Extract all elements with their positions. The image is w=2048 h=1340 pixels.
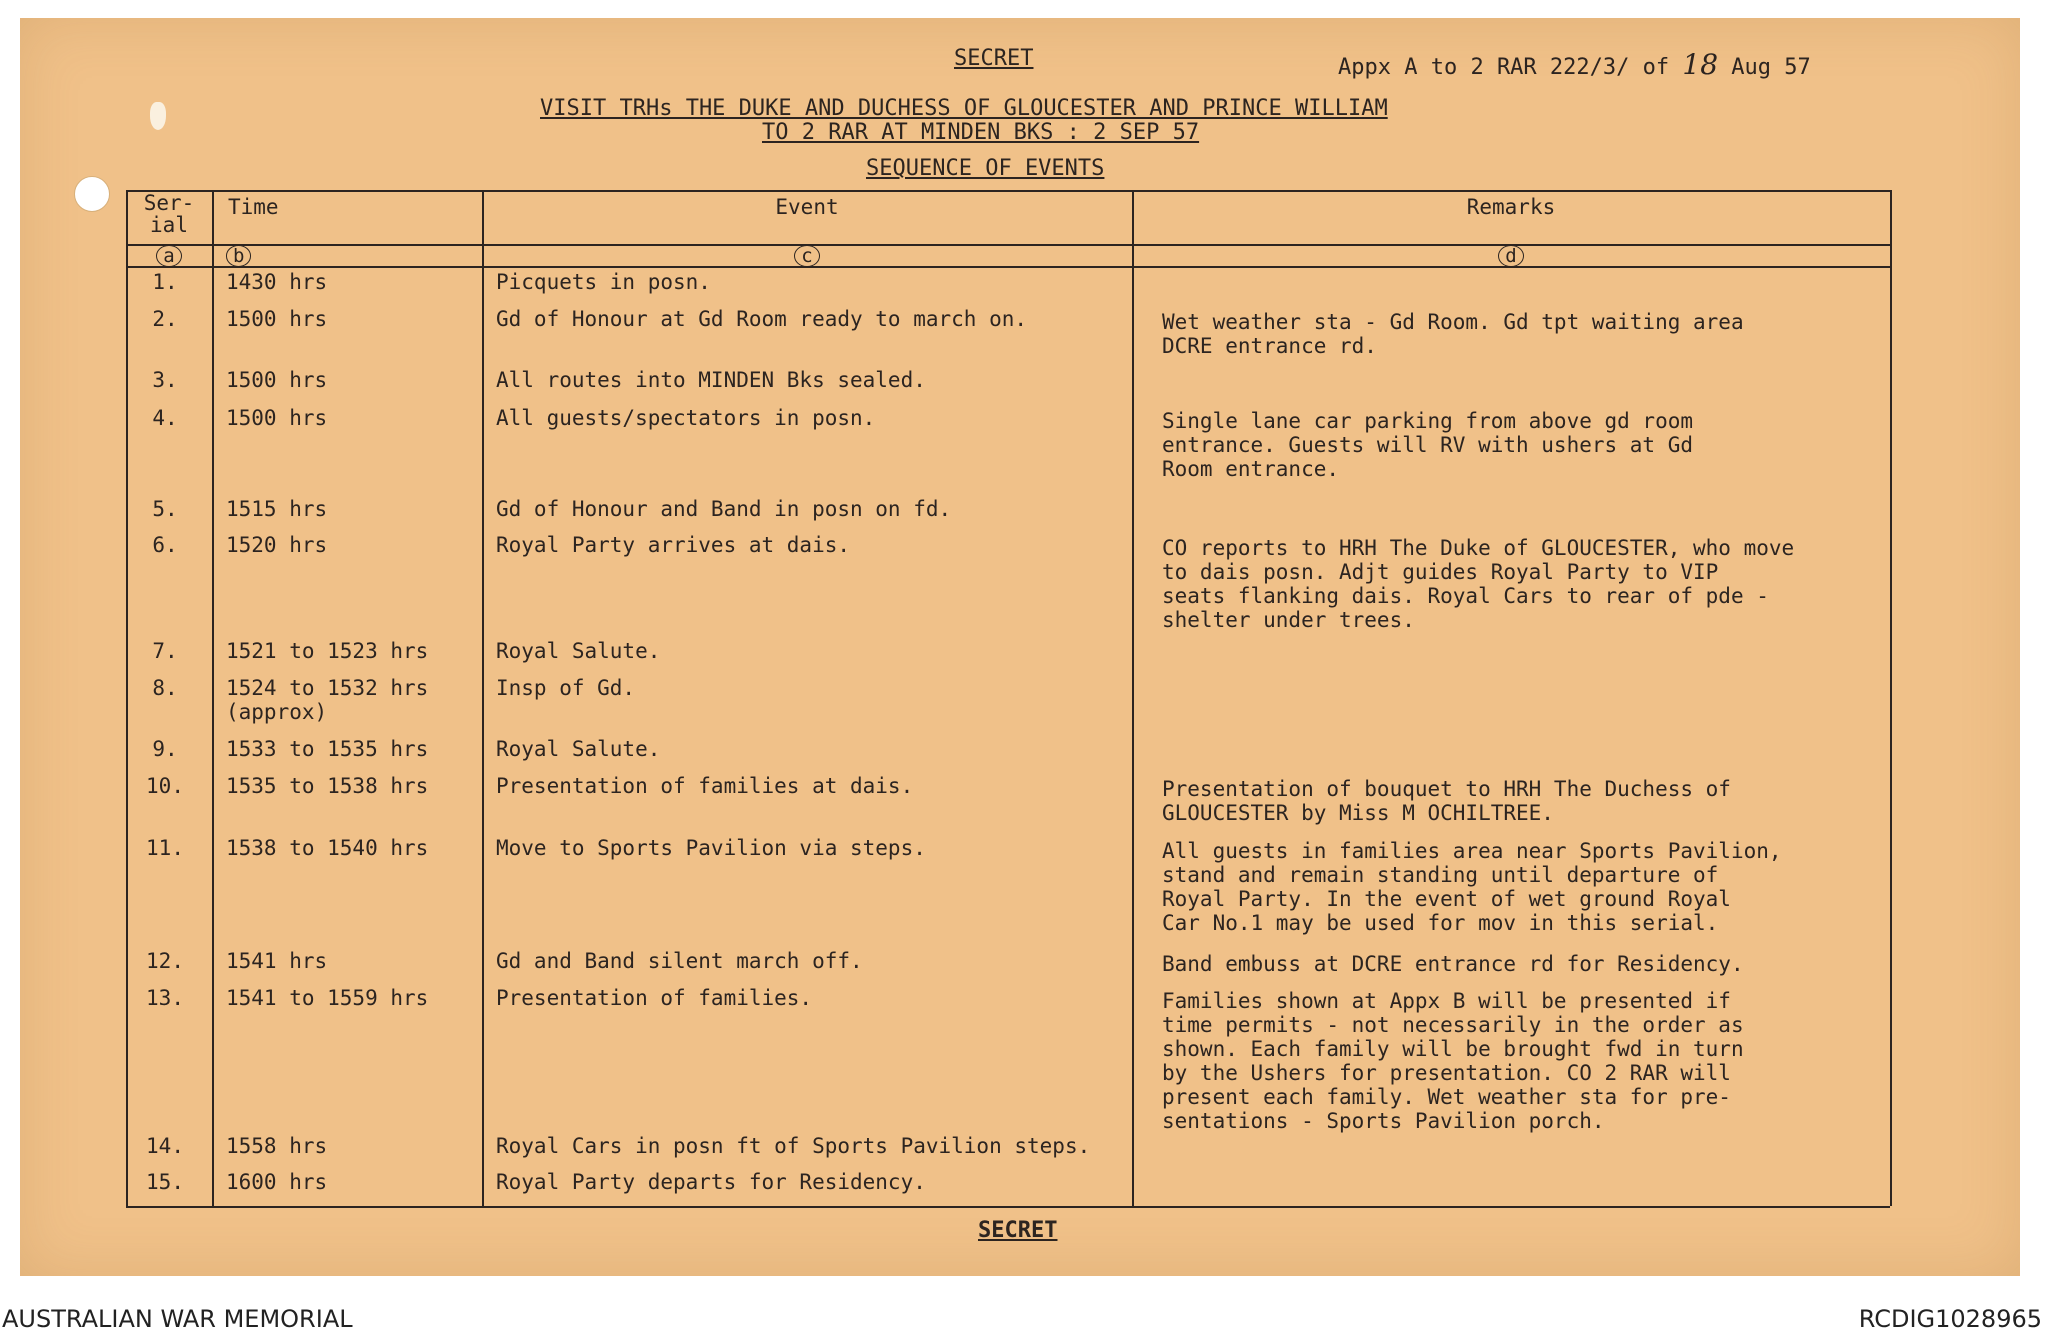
row-9-event: Royal Salute. xyxy=(496,737,661,761)
row-9-serial: 9. xyxy=(152,737,178,761)
row-3-event: All routes into MINDEN Bks sealed. xyxy=(496,368,926,392)
column-code-label: d xyxy=(1498,245,1523,267)
paper-tear xyxy=(150,102,166,130)
row-4-event: All guests/spectators in posn. xyxy=(496,406,876,430)
column-code-serial xyxy=(126,244,212,267)
row-5-event: Gd of Honour and Band in posn on fd. xyxy=(496,497,952,521)
row-9-time: 1533 to 1535 hrs xyxy=(226,737,429,761)
reference-date: Aug 57 xyxy=(1731,55,1811,80)
row-6-time: 1520 hrs xyxy=(226,533,328,557)
row-13-remarks: Families shown at Appx B will be presented if time permits - not necessarily in the order as shown. Each family will be brought fwd in turn by the Ushers for presentation. CO 2 RAR will present each family. Wet weather sta for pre- sentations - Sports Pavilion porch. xyxy=(1162,989,1744,1133)
title-line-1: VISIT TRHs THE DUKE AND DUCHESS OF GLOUCESTER AND PRINCE WILLIAM xyxy=(540,96,1388,121)
column-code-label: a xyxy=(156,245,181,267)
row-5-serial: 5. xyxy=(152,497,178,521)
row-4-serial: 4. xyxy=(152,406,178,430)
row-11-event: Move to Sports Pavilion via steps. xyxy=(496,836,926,860)
row-13-event: Presentation of families. xyxy=(496,986,813,1010)
reference-prefix: Appx A to 2 RAR 222/3/ of xyxy=(1338,55,1670,80)
column-header-time xyxy=(212,196,482,218)
row-7-time: 1521 to 1523 hrs xyxy=(226,639,429,663)
row-12-time: 1541 hrs xyxy=(226,949,328,973)
row-12-remarks: Band embuss at DCRE entrance rd for Residency. xyxy=(1162,952,1744,976)
row-3-time: 1500 hrs xyxy=(226,368,328,392)
column-header-label: Time xyxy=(228,195,279,219)
punch-hole xyxy=(74,176,110,212)
row-6-serial: 6. xyxy=(152,533,178,557)
title-line-2: TO 2 RAR AT MINDEN BKS : 2 SEP 57 xyxy=(762,120,1200,145)
row-10-time: 1535 to 1538 hrs xyxy=(226,774,429,798)
row-14-serial: 14. xyxy=(146,1134,184,1158)
row-15-serial: 15. xyxy=(146,1170,184,1194)
row-8-event: Insp of Gd. xyxy=(496,676,636,700)
row-8-serial: 8. xyxy=(152,676,178,700)
row-15-time: 1600 hrs xyxy=(226,1170,328,1194)
row-11-time: 1538 to 1540 hrs xyxy=(226,836,429,860)
column-code-remarks xyxy=(1132,244,1890,267)
row-2-serial: 2. xyxy=(152,307,178,331)
row-6-event: Royal Party arrives at dais. xyxy=(496,533,851,557)
row-13-serial: 13. xyxy=(146,986,184,1010)
row-1-serial: 1. xyxy=(152,270,178,294)
column-header-label: Remarks xyxy=(1466,195,1556,219)
subtitle: SEQUENCE OF EVENTS xyxy=(866,156,1105,181)
column-code-label: c xyxy=(794,245,819,267)
column-header-serial xyxy=(126,192,212,236)
row-11-remarks: All guests in families area near Sports Pavilion, stand and remain standing until departure of Royal Party. In the event of wet ground Royal Car No.1 may be used for mov in this serial. xyxy=(1162,839,1782,935)
row-10-remarks: Presentation of bouquet to HRH The Duchess of GLOUCESTER by Miss M OCHILTREE. xyxy=(1162,777,1731,825)
archive-label: AUSTRALIAN WAR MEMORIAL xyxy=(2,1305,353,1333)
image-id: RCDIG1028965 xyxy=(1858,1305,2042,1333)
column-rule xyxy=(1890,190,1892,1206)
column-rule xyxy=(482,190,484,1206)
row-13-time: 1541 to 1559 hrs xyxy=(226,986,429,1010)
row-3-serial: 3. xyxy=(152,368,178,392)
row-14-time: 1558 hrs xyxy=(226,1134,328,1158)
row-6-remarks: CO reports to HRH The Duke of GLOUCESTER, who move to dais posn. Adjt guides Royal Party to VIP seats flanking dais. Royal Cars to rear of pde - shelter under trees. xyxy=(1162,536,1795,632)
row-1-event: Picquets in posn. xyxy=(496,270,711,294)
column-rule xyxy=(126,190,128,1206)
column-header-label: Event xyxy=(775,195,839,219)
row-4-time: 1500 hrs xyxy=(226,406,328,430)
column-code-time xyxy=(212,244,482,267)
column-code-label: b xyxy=(226,245,251,267)
row-10-serial: 10. xyxy=(146,774,184,798)
table-bottom-rule xyxy=(126,1206,1890,1208)
row-2-time: 1500 hrs xyxy=(226,307,328,331)
row-12-serial: 12. xyxy=(146,949,184,973)
row-12-event: Gd and Band silent march off. xyxy=(496,949,863,973)
row-2-remarks: Wet weather sta - Gd Room. Gd tpt waiting area DCRE entrance rd. xyxy=(1162,310,1744,358)
row-7-event: Royal Salute. xyxy=(496,639,661,663)
column-header-remarks xyxy=(1132,196,1890,218)
row-5-time: 1515 hrs xyxy=(226,497,328,521)
reference-day: 18 xyxy=(1682,48,1719,81)
row-4-remarks: Single lane car parking from above gd room entrance. Guests will RV with ushers at Gd Room entrance. xyxy=(1162,409,1694,481)
row-15-event: Royal Party departs for Residency. xyxy=(496,1170,926,1194)
column-header-event xyxy=(482,196,1132,218)
reference-line xyxy=(1338,48,1811,81)
document-page xyxy=(20,18,2020,1276)
column-rule xyxy=(212,190,214,1206)
classification-top: SECRET xyxy=(954,46,1034,71)
classification-bottom: SECRET xyxy=(978,1218,1058,1243)
column-header-label: Ser- ial xyxy=(143,191,195,237)
table-top-rule xyxy=(126,190,1890,192)
row-11-serial: 11. xyxy=(146,836,184,860)
row-8-time: 1524 to 1532 hrs (approx) xyxy=(226,676,429,724)
column-code-event xyxy=(482,244,1132,267)
row-10-event: Presentation of families at dais. xyxy=(496,774,914,798)
row-14-event: Royal Cars in posn ft of Sports Pavilion steps. xyxy=(496,1134,1091,1158)
row-7-serial: 7. xyxy=(152,639,178,663)
column-rule xyxy=(1132,190,1134,1206)
row-2-event: Gd of Honour at Gd Room ready to march on. xyxy=(496,307,1028,331)
row-1-time: 1430 hrs xyxy=(226,270,328,294)
